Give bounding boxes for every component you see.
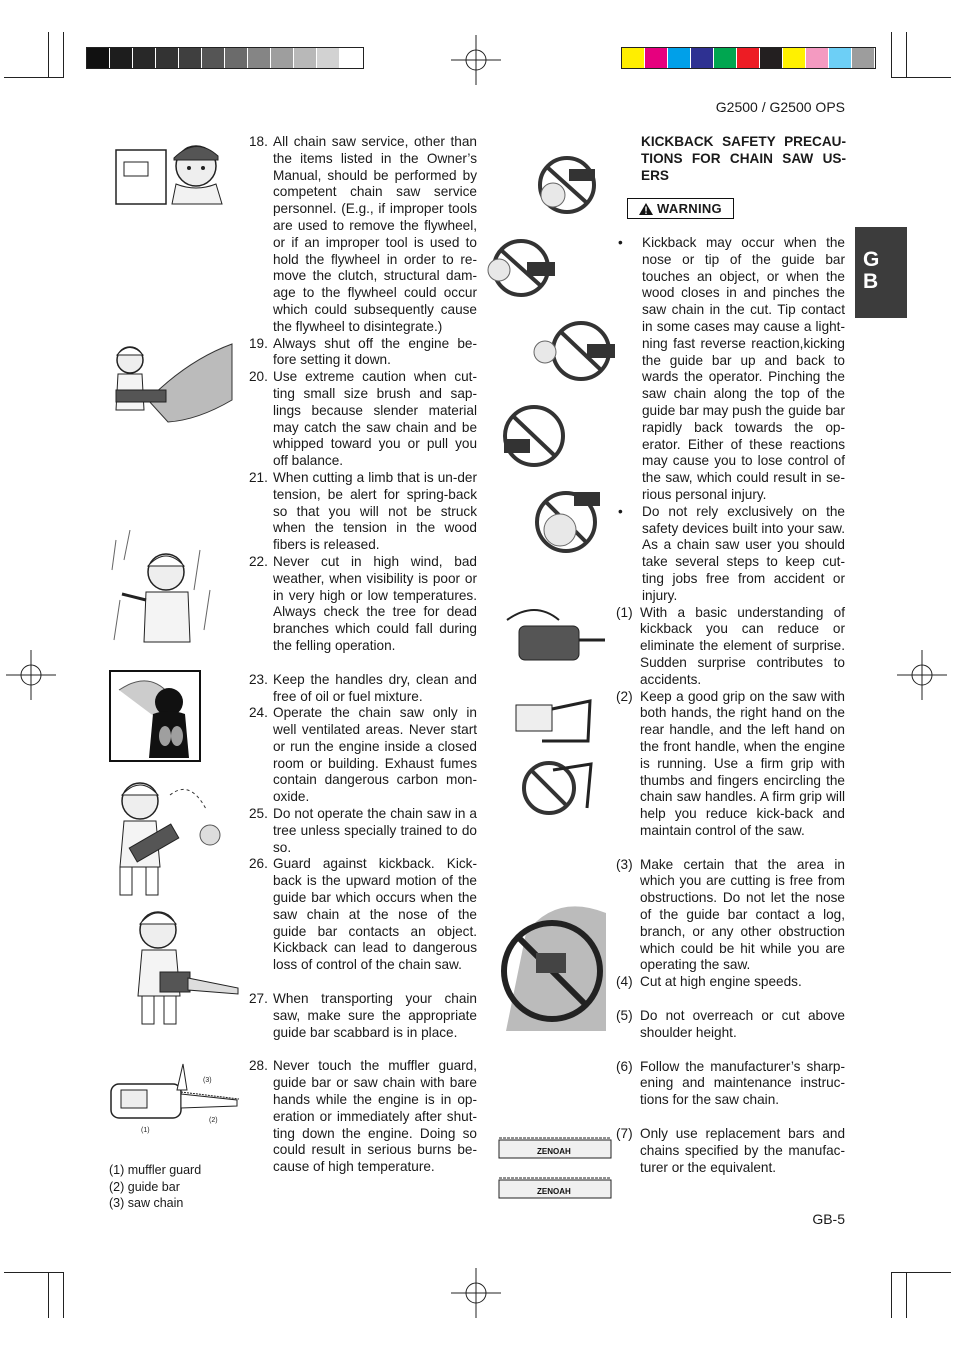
crop-mark bbox=[906, 1272, 907, 1318]
item-text: With a basic understanding of kickback you can reduce or eliminate the element of surprise. Sudden surprise contributes to accidents. bbox=[640, 604, 845, 687]
left-safety-list bbox=[249, 134, 477, 1176]
gray-swatch bbox=[133, 48, 156, 68]
item-number: (1) bbox=[616, 604, 633, 620]
crop-mark bbox=[891, 32, 892, 78]
legend-item: (1) muffler guard bbox=[109, 1163, 202, 1177]
callout-saw-chain: (3) bbox=[203, 1077, 212, 1084]
tree-climbing-illustration bbox=[110, 775, 225, 900]
item-text: Follow the manufacturer’s sharp-ening and maintenance instruc-tions for the saw chain. bbox=[640, 1058, 845, 1108]
prohibition-icon bbox=[534, 488, 604, 554]
item-number: 25. bbox=[249, 806, 268, 822]
item-number: (3) bbox=[616, 856, 633, 872]
item-number: (6) bbox=[616, 1058, 633, 1074]
prohibition-icon bbox=[513, 760, 593, 818]
bullet-item: • Kickback may occur when the nose or tip of the guide bar touches an object, or when the wood closes in and pinches the saw chain in the cut. Tip contact in some cases may cause a light-ning fast reverse reaction,kicking the guide bar up and back to wards the operator. Pinching the saw chain along the top of the guide bar may push the guide bar rapidly back towards the op-erator. Either of these reactions may cause you to lose control of the saw, which could result in se-rious personal injury. bbox=[618, 235, 845, 502]
parts-legend bbox=[109, 1162, 201, 1212]
bar-brand-label: ZENOAH bbox=[537, 1187, 571, 1196]
registration-mark-icon bbox=[897, 650, 947, 700]
item-text: Guard against kickback. Kick-back is the upward motion of the guide bar which occurs when the saw chain at the nose of the guide bar contacts an object. Kickback can lead to dangerous loss of control of the chain saw. bbox=[273, 856, 477, 973]
list-item bbox=[249, 134, 477, 336]
gray-swatch bbox=[294, 48, 317, 68]
list-item bbox=[249, 554, 477, 655]
item-number: (2) bbox=[616, 688, 633, 704]
firm-grip-illustration bbox=[505, 600, 605, 672]
gray-swatch bbox=[317, 48, 340, 68]
list-item bbox=[249, 470, 477, 554]
bullet-text: Kickback may occur when the nose or tip of the guide bar touches an object, or when the wood closes in and pinches the saw chain in the cut. Tip contact in some cases may cause a light-ning fast reverse reaction,kicking the guide bar up and back to wards the operator. Pinching the saw chain along the top of the guide bar may push the guide bar rapidly back towards the op-erator. Either of these reactions may cause you to lose control of the saw, which could result in se-rious personal injury. bbox=[642, 235, 845, 502]
gray-calibration-bar bbox=[86, 47, 364, 69]
list-item bbox=[249, 336, 477, 370]
list-item bbox=[249, 369, 477, 470]
prohibition-icon bbox=[496, 893, 608, 1033]
color-swatch bbox=[668, 48, 691, 68]
list-item bbox=[249, 806, 477, 856]
list-item bbox=[249, 672, 477, 706]
item-text: Cut at high engine speeds. bbox=[640, 974, 802, 990]
item-number: 28. bbox=[249, 1058, 268, 1074]
legend-item: (2) guide bar bbox=[109, 1179, 180, 1194]
crop-mark bbox=[906, 32, 907, 78]
crop-mark bbox=[63, 32, 64, 78]
crop-mark bbox=[48, 1272, 49, 1318]
item-number: 21. bbox=[249, 469, 268, 485]
item-number: (5) bbox=[616, 1008, 633, 1024]
list-item bbox=[616, 1059, 845, 1109]
item-number: 26. bbox=[249, 856, 268, 872]
crop-mark bbox=[63, 1272, 64, 1318]
list-item bbox=[616, 1126, 845, 1176]
bad-weather-illustration bbox=[110, 530, 215, 648]
item-text: When transporting your chain saw, make sure the appropriate guide bar scabbard is in place. bbox=[273, 991, 477, 1040]
gray-swatch bbox=[202, 48, 225, 68]
item-text: Use extreme caution when cut-ting small size brush and sap-lings because slender material may catch the saw chain and be whipped toward you or pull you off balance. bbox=[273, 369, 477, 469]
gray-swatch bbox=[179, 48, 202, 68]
item-text: Operate the chain saw only in well ventilated areas. Never start or run the engine inside a closed room or building. Exhaust fumes contain dangerous carbon mon-oxide. bbox=[273, 705, 477, 805]
bar-brand-label: ZENOAH bbox=[537, 1147, 571, 1156]
chainsaw-parts-illustration bbox=[107, 1060, 242, 1135]
color-swatch bbox=[783, 48, 806, 68]
item-text: Always shut off the engine be-fore setting it down. bbox=[273, 335, 477, 368]
list-item bbox=[616, 1008, 845, 1042]
list-item bbox=[616, 689, 845, 840]
list-item bbox=[616, 974, 845, 991]
registration-mark-icon bbox=[451, 35, 501, 85]
list-item bbox=[249, 705, 477, 806]
gray-swatch bbox=[156, 48, 179, 68]
item-number: 23. bbox=[249, 671, 268, 687]
gray-swatch bbox=[340, 48, 363, 68]
prohibition-icon bbox=[498, 403, 568, 469]
item-number: 22. bbox=[249, 553, 268, 569]
color-swatch bbox=[714, 48, 737, 68]
service-technician-illustration bbox=[112, 136, 224, 206]
gray-swatch bbox=[87, 48, 110, 68]
item-text: Keep a good grip on the saw with both hands, the right hand on the rear handle, and the left hand on the front handle, when the engine is running. Use a firm grip with thumbs and fingers encircling the chain saw handles. A firm grip will help you reduce kick-back and maintain control of the saw. bbox=[640, 688, 845, 838]
item-number: 24. bbox=[249, 705, 268, 721]
callout-guide-bar: (2) bbox=[209, 1117, 218, 1124]
model-reference: G2500 / G2500 OPS bbox=[715, 99, 845, 115]
item-number: 27. bbox=[249, 991, 268, 1007]
prohibition-icon bbox=[487, 238, 559, 300]
item-text: Never cut in high wind, bad weather, when visibility is poor or in very high or low temperatures. Always check the tree for dead branches which could fall during the felling operation. bbox=[273, 553, 477, 653]
color-swatch bbox=[645, 48, 668, 68]
crop-mark bbox=[891, 1272, 951, 1273]
warning-text: WARNING bbox=[657, 201, 722, 216]
crop-mark bbox=[891, 77, 951, 78]
item-number: 20. bbox=[249, 369, 268, 385]
color-swatch bbox=[691, 48, 714, 68]
list-item bbox=[249, 856, 477, 974]
legend-item: (3) saw chain bbox=[109, 1196, 184, 1210]
item-text: Only use replacement bars and chains specified by the manufac-turer or the equivalent. bbox=[640, 1126, 845, 1175]
color-swatch bbox=[760, 48, 783, 68]
gray-swatch bbox=[248, 48, 271, 68]
chainsaw-operator-illustration bbox=[130, 900, 240, 1030]
thumb-grip-illustration bbox=[512, 695, 592, 743]
item-text: Make certain that the area in which you are cutting is free from obstructions. Do not let the nose of the guide bar contact a log, branch, or any other obstruction which could be hit while you are operating the saw. bbox=[640, 856, 845, 973]
prohibition-icon bbox=[533, 320, 623, 384]
crop-mark bbox=[48, 32, 49, 78]
bullet-item: • Do not rely exclusively on the safety devices built into your saw. As a chain saw user you should take several steps to keep cut-ting jobs free from accident or injury. bbox=[618, 503, 845, 603]
bullet-text: Do not rely exclusively on the safety devices built into your saw. As a chain saw user you should take several steps to keep cut-ting jobs free from accident or injury. bbox=[642, 503, 845, 603]
item-number: (7) bbox=[616, 1126, 633, 1142]
warning-label bbox=[627, 198, 734, 219]
color-calibration-bar bbox=[621, 47, 876, 69]
list-item bbox=[616, 857, 845, 975]
exhaust-fumes-illustration bbox=[109, 670, 201, 762]
crop-mark bbox=[4, 77, 64, 78]
gray-swatch bbox=[110, 48, 133, 68]
item-text: Do not operate the chain saw in a tree unless specially trained to do so. bbox=[273, 806, 477, 855]
item-number: 19. bbox=[249, 335, 268, 351]
tab-letter: G bbox=[863, 248, 880, 271]
item-text: Keep the handles dry, clean and free of oil or fuel mixture. bbox=[273, 671, 477, 704]
prohibition-icon bbox=[535, 155, 603, 217]
item-text: All chain saw service, other than the items listed in the Owner’s Manual, should be performed by competent chain saw service personnel. (E.g., if improper tools are used to remove the flywheel, or if an improper tool is used to hold the flywheel in order to re-move the clutch, structural dam-age to the flywheel could occur which could subsequently cause the flywheel to disintegrate.) bbox=[273, 134, 477, 334]
color-swatch bbox=[852, 48, 875, 68]
color-swatch bbox=[829, 48, 852, 68]
kickback-precautions bbox=[616, 235, 845, 1176]
item-number: (4) bbox=[616, 974, 633, 990]
list-item bbox=[249, 1058, 477, 1176]
section-heading: KICKBACK SAFETY PRECAU-TIONS FOR CHAIN SAW US-ERS bbox=[641, 134, 846, 183]
warning-triangle-icon bbox=[639, 203, 653, 215]
language-tab bbox=[855, 227, 907, 318]
list-item bbox=[616, 605, 845, 689]
item-text: Never touch the muffler guard, guide bar or saw chain with bare hands while the engine is in op-eration or immediately after shut-ting down the engine. Doing so could result in serious burns be-cause of high temperature. bbox=[273, 1058, 477, 1175]
callout-muffler-guard: (1) bbox=[141, 1127, 150, 1134]
color-swatch bbox=[737, 48, 760, 68]
item-number: 18. bbox=[249, 134, 268, 149]
registration-mark-icon bbox=[451, 1268, 501, 1318]
replacement-bars-illustration bbox=[493, 1128, 615, 1202]
cutting-brush-illustration bbox=[108, 340, 233, 425]
color-swatch bbox=[806, 48, 829, 68]
crop-mark bbox=[891, 1272, 892, 1318]
item-text: Do not overreach or cut above shoulder height. bbox=[640, 1008, 845, 1040]
color-swatch bbox=[622, 48, 645, 68]
gray-swatch bbox=[271, 48, 294, 68]
item-text: When cutting a limb that is un-der tension, be alert for spring-back so that you will not be struck when the tension in the wood fibers is released. bbox=[273, 469, 477, 553]
gray-swatch bbox=[225, 48, 248, 68]
registration-mark-icon bbox=[6, 650, 56, 700]
tab-letter: B bbox=[863, 270, 879, 293]
page-number: GB-5 bbox=[812, 1211, 845, 1227]
list-item bbox=[249, 991, 477, 1041]
crop-mark bbox=[4, 1272, 64, 1273]
